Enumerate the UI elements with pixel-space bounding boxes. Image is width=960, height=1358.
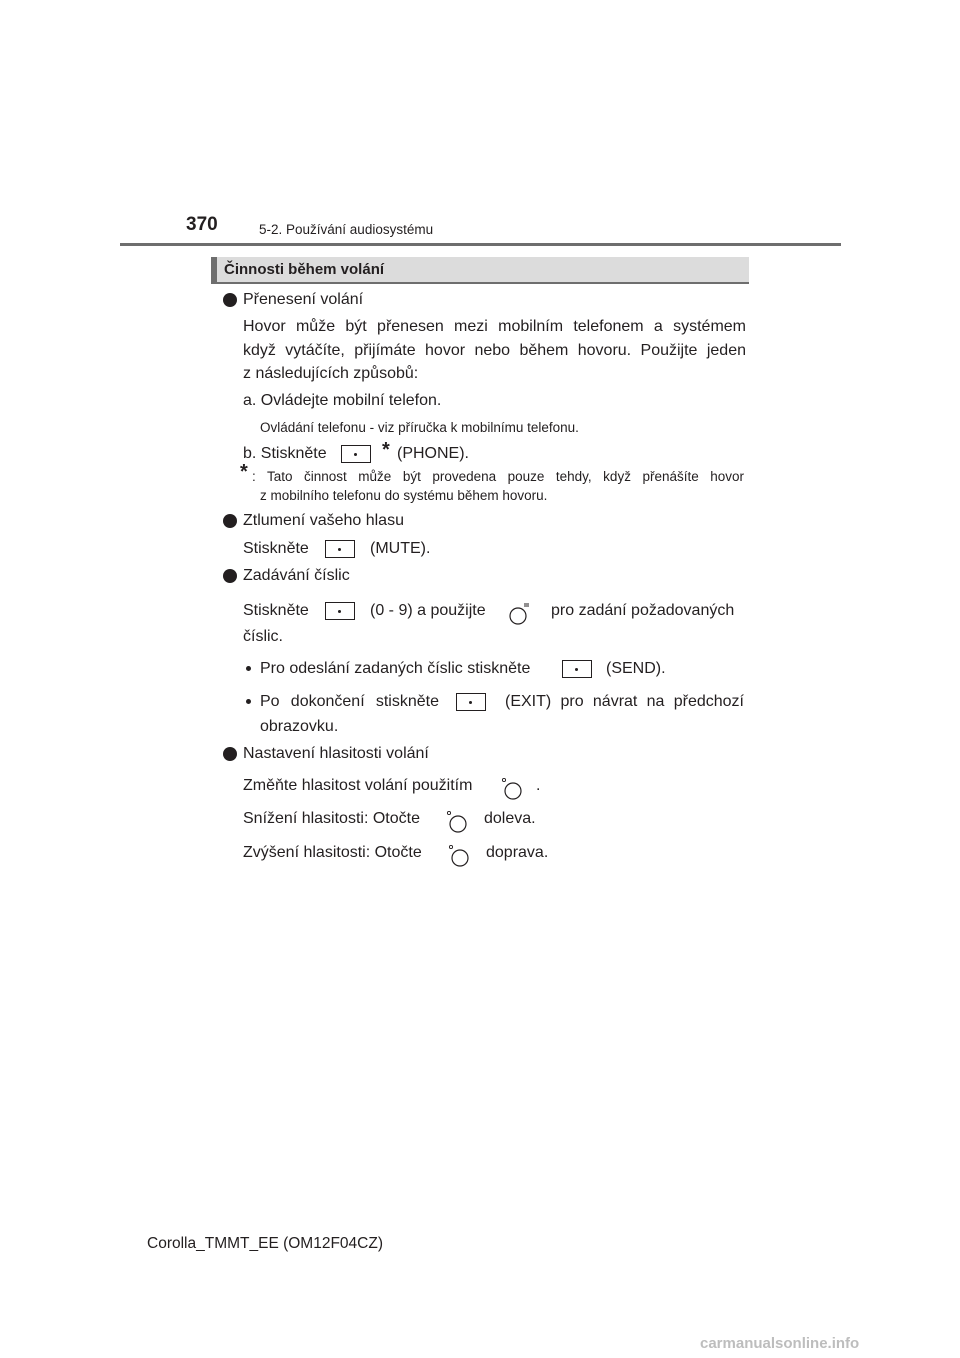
volume-knob-icon bbox=[500, 776, 522, 802]
volume-text: . bbox=[536, 777, 541, 794]
transfer-option-b-text: (PHONE). bbox=[397, 445, 469, 462]
header-divider bbox=[120, 243, 841, 246]
send-text: (SEND). bbox=[606, 660, 666, 677]
volume-knob-icon bbox=[447, 843, 469, 869]
mute-button-icon bbox=[325, 540, 355, 558]
page-number: 370 bbox=[186, 214, 218, 235]
volume-text: Snížení hlasitosti: Otočte bbox=[243, 810, 420, 827]
exit-text: (EXIT) pro návrat na předchozí bbox=[505, 693, 744, 710]
digits-text: (0 - 9) a použijte bbox=[370, 602, 486, 619]
send-button-icon bbox=[562, 660, 592, 678]
transfer-text-line: z následujících způsobů: bbox=[243, 365, 419, 382]
item-title-digits: Zadávání číslic bbox=[243, 567, 350, 584]
watermark: carmanualsonline.info bbox=[700, 1335, 860, 1352]
transfer-text-line: když vytáčíte, přijímáte hovor nebo během hovoru. Použijte jeden bbox=[243, 342, 746, 359]
tune-knob-icon bbox=[508, 601, 530, 627]
section-title: Činnosti během volání bbox=[224, 261, 385, 278]
exit-text: obrazovku. bbox=[260, 718, 339, 735]
volume-text: doleva. bbox=[484, 810, 536, 827]
item-title-mute: Ztlumení vašeho hlasu bbox=[243, 512, 404, 529]
exit-text: Po dokončení stiskněte bbox=[260, 693, 439, 710]
digit-button-icon bbox=[325, 602, 355, 620]
transfer-text-line: Hovor může být přenesen mezi mobilním telefonem a systémem bbox=[243, 318, 746, 335]
exit-button-icon bbox=[456, 693, 486, 711]
page-footer: Corolla_TMMT_EE (OM12F04CZ) bbox=[147, 1235, 383, 1252]
transfer-option-a-note: Ovládání telefonu - viz příručka k mobilnímu telefonu. bbox=[260, 420, 579, 435]
digits-text: Stiskněte bbox=[243, 602, 309, 619]
digits-text: pro zadání požadovaných bbox=[551, 602, 735, 619]
transfer-option-b-label: b. Stiskněte bbox=[243, 445, 327, 462]
footnote-line: : Tato činnost může být provedena pouze tehdy, když přenášíte hovor bbox=[252, 469, 744, 484]
section-heading bbox=[211, 257, 749, 284]
mute-text: Stiskněte bbox=[243, 540, 309, 557]
chapter-title: 5-2. Používání audiosystému bbox=[259, 222, 434, 237]
bullet-icon bbox=[223, 747, 237, 761]
sub-bullet-icon bbox=[246, 699, 251, 704]
footnote-asterisk: * bbox=[240, 461, 248, 483]
send-text: Pro odeslání zadaných číslic stiskněte bbox=[260, 660, 531, 677]
section-accent bbox=[211, 257, 217, 282]
bullet-icon bbox=[223, 293, 237, 307]
volume-knob-icon bbox=[445, 809, 467, 835]
mute-text: (MUTE). bbox=[370, 540, 431, 557]
footnote-line: z mobilního telefonu do systému během hovoru. bbox=[260, 488, 548, 503]
asterisk-mark: * bbox=[382, 439, 390, 461]
bullet-icon bbox=[223, 514, 237, 528]
bullet-icon bbox=[223, 569, 237, 583]
volume-text: Zvýšení hlasitosti: Otočte bbox=[243, 844, 422, 861]
digits-text: číslic. bbox=[243, 628, 283, 645]
page-header bbox=[0, 0, 960, 250]
transfer-option-a: a. Ovládejte mobilní telefon. bbox=[243, 392, 442, 409]
item-title-transfer: Přenesení volání bbox=[243, 291, 364, 308]
volume-text: Změňte hlasitost volání použitím bbox=[243, 777, 473, 794]
phone-button-icon bbox=[341, 445, 371, 463]
volume-text: doprava. bbox=[486, 844, 549, 861]
sub-bullet-icon bbox=[246, 666, 251, 671]
item-title-volume: Nastavení hlasitosti volání bbox=[243, 745, 429, 762]
